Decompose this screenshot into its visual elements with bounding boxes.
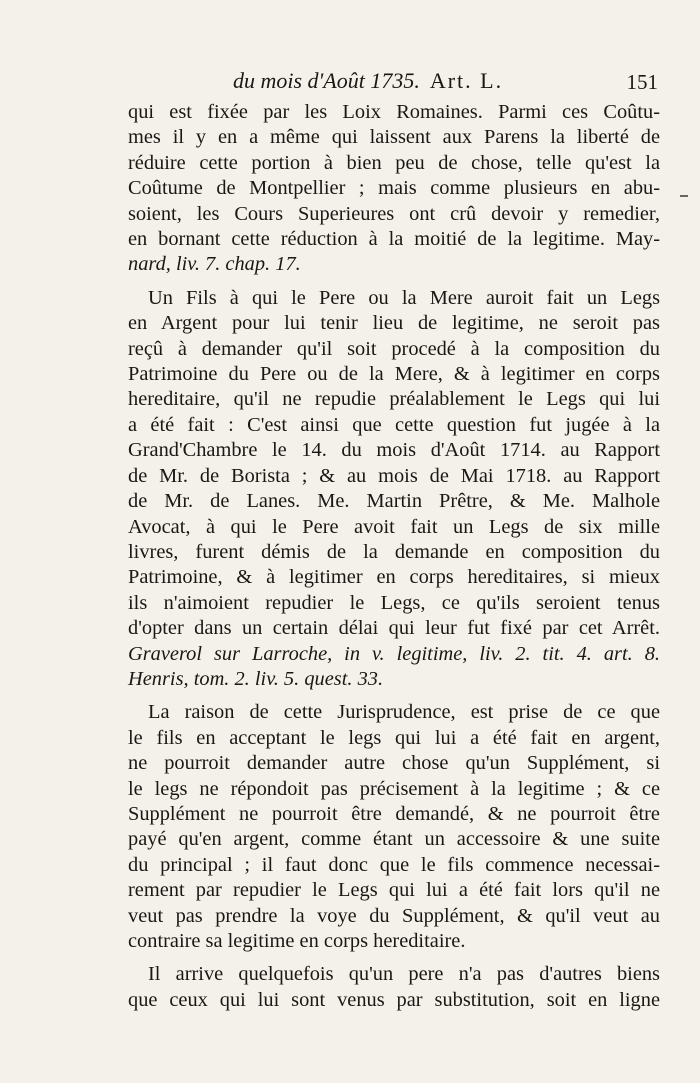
margin-mark bbox=[680, 195, 688, 197]
text-line: Henris, tom. 2. liv. 5. quest. 33. bbox=[128, 667, 384, 690]
text-line: mes il y en a même qui laissent aux Parens la liberté de bbox=[128, 126, 660, 149]
text-line: qui est fixée par les Loix Romaines. Parmi ces Coûtu- bbox=[128, 101, 660, 123]
text-line: Avocat, à qui le Pere avoit fait un Legs de six mille bbox=[128, 515, 660, 538]
text-line: payé qu'en argent, comme étant un accessoire & une suite bbox=[128, 828, 660, 851]
text-line: de Mr. de Borista ; & au mois de Mai 1718. au Rapport bbox=[128, 464, 660, 487]
text-line: Graverol sur Larroche, in v. legitime, liv. 2. tit. 4. art. 8. bbox=[128, 642, 660, 665]
page-number: 151 bbox=[626, 70, 658, 94]
paragraph-gap bbox=[128, 954, 660, 962]
text-line: livres, furent démis de la demande en composition du bbox=[128, 540, 660, 563]
text-line: Un Fils à qui le Pere ou la Mere auroit fait un Legs bbox=[148, 286, 660, 309]
running-title bbox=[233, 68, 503, 94]
text-line: Supplément ne pourroit être demandé, & ne pourroit être bbox=[128, 802, 660, 825]
text-line: le legs ne répondoit pas précisement à la legitime ; & ce bbox=[128, 777, 660, 800]
text-line: soient, les Cours Superieures ont crû devoir y remedier, bbox=[128, 202, 660, 225]
text-line: du principal ; il faut donc que le fils commence necessai- bbox=[128, 853, 660, 876]
text-line: hereditaire, qu'il ne repudie préalablement le Legs qui lui bbox=[128, 388, 660, 411]
text-line: Patrimoine, & à legitimer en corps hereditaires, si mieux bbox=[128, 566, 660, 589]
text-line: reçû à demander qu'il soit procedé à la composition du bbox=[128, 337, 660, 360]
text-line: de Mr. de Lanes. Me. Martin Prêtre, & Me. Malhole bbox=[128, 490, 660, 513]
text-line: rement par repudier le Legs qui lui a été fait lors qu'il ne bbox=[128, 879, 660, 902]
text-line: que ceux qui lui sont venus par substitution, soit en ligne bbox=[128, 988, 660, 1011]
text-line: Patrimoine du Pere ou de la Mere, & à legitimer en corps bbox=[128, 363, 660, 386]
paragraph-gap bbox=[128, 692, 660, 700]
text-line: Coûtume de Montpellier ; mais comme plusieurs en abu- bbox=[128, 177, 660, 200]
article-number: Art. L. bbox=[429, 68, 504, 93]
text-line: Grand'Chambre le 14. du mois d'Août 1714. au Rapport bbox=[128, 439, 660, 462]
text-line: réduire cette portion à bien peu de chose, telle qu'est la bbox=[128, 151, 660, 174]
text-line: d'opter dans un certain délai qui leur fut fixé par cet Arrêt. bbox=[128, 617, 660, 640]
paragraph-gap bbox=[128, 278, 660, 286]
text-line: en bornant cette réduction à la moitié de la legitime. May- bbox=[128, 228, 660, 251]
text-line: La raison de cette Jurisprudence, est prise de ce que bbox=[148, 701, 660, 724]
body-text bbox=[128, 100, 660, 1013]
running-title-text: du mois d'Août 1735. bbox=[233, 68, 420, 93]
text-line: le fils en acceptant le legs qui lui a été fait en argent, bbox=[128, 726, 660, 749]
text-line: veut pas prendre la voye du Supplément, & qu'il veut au bbox=[128, 904, 660, 927]
text-line: contraire sa legitime en corps hereditaire. bbox=[128, 930, 466, 952]
text-line: ne pourroit demander autre chose qu'un Supplément, si bbox=[128, 752, 660, 775]
text-line: nard, liv. 7. chap. 17. bbox=[128, 253, 301, 276]
text-line: en Argent pour lui tenir lieu de legitime, ne seroit pas bbox=[128, 312, 660, 335]
text-line: ils n'aimoient repudier le Legs, ce qu'ils seroient tenus bbox=[128, 591, 660, 614]
text-line: a été fait : C'est ainsi que cette question fut jugée à la bbox=[128, 413, 660, 436]
page-header bbox=[128, 68, 658, 98]
text-line: Il arrive quelquefois qu'un pere n'a pas d'autres biens bbox=[148, 963, 660, 986]
